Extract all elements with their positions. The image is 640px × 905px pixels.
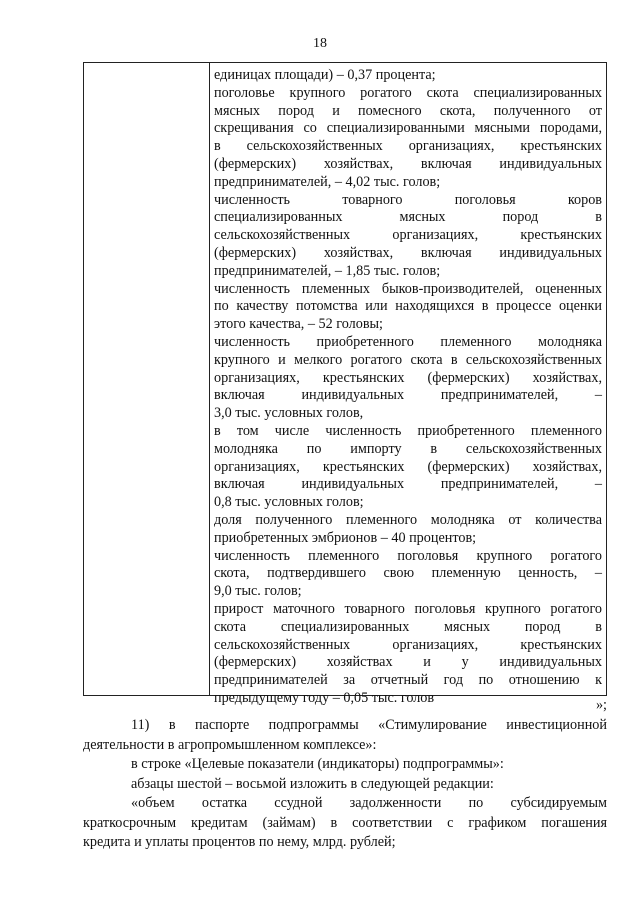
text-line: скота специализированных мясных пород в [214,618,602,635]
text-line: приобретенных эмбрионов – 40 процентов; [214,529,477,546]
text-line: 0,8 тыс. условных голов; [214,494,364,511]
text-line: скрещивания со специализированными мясными породами, [214,120,602,137]
text-line: доля полученного племенного молодняка от количества [214,511,602,528]
table-column-divider [209,63,210,695]
closing-quote: »; [595,697,607,713]
page-number: 18 [313,36,327,51]
text-line: краткосрочным кредитам (займам) в соответствии с графиком погашения [83,814,607,831]
text-line: численность племенного поголовья крупного рогатого [214,547,602,564]
text-line: деятельности в агропромышленном комплексе»: [83,736,377,753]
text-line: поголовье крупного рогатого скота специализированных [214,84,602,101]
table-right-cell [214,67,602,708]
text-line: предпринимателей, – 1,85 тыс. голов; [214,262,441,279]
text-line: 3,0 тыс. условных голов, [214,405,364,422]
text-line: крупного и мелкого рогатого скота в сельскохозяйственных [214,351,602,368]
text-line: численность племенных быков-производителей, оцененных [214,280,602,297]
text-line: организациях, крестьянских (фермерских) хозяйствах, [214,369,602,386]
text-line: численность товарного поголовья коров [214,191,602,208]
text-line: включая индивидуальных предпринимателей, – [214,476,602,493]
text-line: единицах площади) – 0,37 процента; [214,67,436,83]
text-line: предыдущему году – 0,05 тыс. голов [214,689,435,706]
text-line: организациях, крестьянских (фермерских) хозяйствах, [214,458,602,475]
text-line: скота, подтвердившего свою племенную ценность, – [214,565,602,582]
text-line: 9,0 тыс. голов; [214,583,302,600]
indicators-table [83,62,607,706]
text-line: кредита и уплаты процентов по нему, млрд. рублей; [83,834,396,850]
text-line: (фермерских) хозяйствах и у индивидуальных [214,654,602,671]
text-line: (фермерских) хозяйствах, включая индивидуальных [214,244,602,261]
text-line: в сельскохозяйственных организациях, крестьянских [214,138,602,155]
text-line: предпринимателей, – 4,02 тыс. голов; [214,173,441,190]
text-line: «объем остатка ссудной задолженности по субсидируемым [131,795,607,811]
amendment-text [83,716,607,853]
text-line: специализированных мясных пород в [214,209,602,226]
text-line: этого качества, – 52 головы; [214,316,383,333]
text-line: по качеству потомства или находящихся в процессе оценки [214,298,602,315]
text-line: численность приобретенного племенного молодняка [214,333,602,350]
text-line: в том числе численность приобретенного племенного [214,422,602,439]
text-line: сельскохозяйственных организациях, крестьянских [214,636,602,653]
text-line: (фермерских) хозяйствах, включая индивидуальных [214,155,602,172]
text-line: мясных пород и помесного скота, полученного от [214,102,602,119]
text-line: абзацы шестой – восьмой изложить в следующей редакции: [131,775,494,792]
text-line: включая индивидуальных предпринимателей, – [214,387,602,404]
text-line: сельскохозяйственных организациях, крестьянских [214,227,602,244]
text-line: прирост маточного товарного поголовья крупного рогатого [214,600,602,617]
text-line: предпринимателей за отчетный год по отношению к [214,672,602,689]
text-line: 11) в паспорте подпрограммы «Стимулирование инвестиционной [131,717,607,733]
text-line: в строке «Целевые показатели (индикаторы) подпрограммы»: [131,756,504,772]
text-line: молодняка по импорту в сельскохозяйственных [214,440,602,457]
table-left-cell [84,63,209,695]
